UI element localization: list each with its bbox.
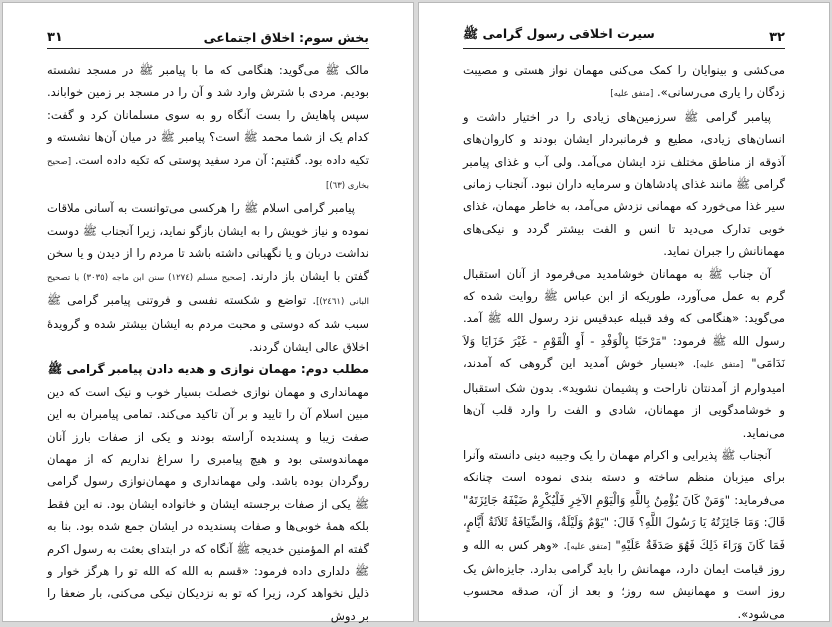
reference: [متفق علیه] <box>696 360 744 371</box>
paragraph: پیامبر گرامی ﷺ سرزمین‌های زیادی را در اختیار داشت و انسان‌های زیادی، مطیع و فرمانبردار ایشان بودند و کاروان‌های آذوقه از مناطق مختلف نزد ایشان می‌آمد. ولی آب و غذای پیامبر گرامی ﷺ مانند غذای پادشاهان و سرمایه داران نبود. آنجناب زمانی سیر غذا می‌خورد که مهمانی نزدش می‌آمد، به خاطر مهمان، غذای خوبی تدارک می‌دید تا انس و الفت بیشتر گردد و نیکی‌های مهمانانش را جبران نماید. <box>463 109 785 259</box>
paragraph: مالک ﷺ می‌گوید: هنگامی که ما با پیامبر ﷺ در مسجد نشسته بودیم. مردی با شترش وارد شد و آن را در مسجد بر زمین خواباند. سپس پاهایش را بست آنگاه رو به سوی مسلمانان کرد و گفت: کدام یک از شما محمد ﷺ است؟ پیامبر ﷺ در میان آن‌ها نشسته و تکیه داده بود. گفتیم: آن مرد سفید پوستی که تکیه داده است. [صحیح بخاری (٦٣)] <box>47 63 370 192</box>
right-page-header-title: سیرت اخلاقی رسول گرامی ﷺ <box>463 26 655 41</box>
left-page-number: ۳۱ <box>47 30 63 45</box>
paragraph: مهمانداری و مهمان نوازی خصلت بسیار خوب و نیک است که دین مبین اسلام آن را تایید و بر آن تاکید می‌کند. تمامی پیامبران به این صفت زیبا و پسندیده آراسته بودند و یکی از صفات بارز آنان مهماندوستی بود و هیچ پیامبری را سراغ نداریم که از مهمان روگردان بوده باشد. ولی مهمانداری و مهمان‌نوازی رسول گرامی ﷺ یکی از صفات برجسته ایشان و خانواده ایشان بود. نه این فقط بلکه همهٔ خوبی‌ها و صفات پسندیده در ایشان جمع شده بود. بنا به گفته ام المؤمنین خدیجه ﷺ آنگاه که در ابتدای بعثت به رسول اکرم ﷺ دلداری داده فرمود: «قسم به الله که الله تو را هرگز خوار و ذلیل نخواهد کرد، زیرا که تو به نزدیکان نیکی می‌کنی، بار ضعفا را بر دوش <box>47 384 369 623</box>
paragraph: آن جناب ﷺ به مهمانان خوشامدید می‌فرمود از آنان استقبال گرم به عمل می‌آورد، طوریکه از ابن عباس ﷺ روایت شده که می‌گوید: «هنگامی که وفد قبیله عبدقیس نزد رسول الله ﷺ آمد. رسول الله ﷺ فرمود: "مَرْحَبًا بِالْوَفْدِ - أَوِ الْقَوْمِ - غَيْرَ خَزَايَا وَلاَ نَدَامَى" [متفق علیه]. «بسیار خوش آمدید این گروهی که آمدند، امیدوارم از آمدنتان ناراحت و پشیمان نشوید». بدون شک استقبال و خوشامدگویی از مهمانان، شادی و الفت را وارد قلب آن‌ها می‌نماید. <box>463 266 785 440</box>
paragraph: آنجناب ﷺ پذیرایی و اکرام مهمان را یک وجیبه دینی دانسته وآنرا برای میزبان منظم ساخته و دسته بندی نموده است چنانکه می‌فرماید: "وَمَنْ كَانَ يُؤْمِنُ بِاللَّهِ وَالْيَوْمِ الآخِرِ فَلْيُكْرِمْ ضَيْفَهُ جَائِزَتَهُ" قَالَ: وَمَا جَائِزَتُهُ يَا رَسُولَ اللَّهِ؟ قَالَ: "يَوْمٌ وَلَيْلَةٌ، وَالضِّيَافَةُ ثَلاَثَةُ أَيَّامٍ، فَمَا كَانَ وَرَاءَ ذَلِكَ فَهُوَ صَدَقَةٌ عَلَيْهِ" [متفق علیه]. «وهر کس به الله و روز قیامت ایمان دارد، مهمانش را باید گرامی بدارد. جایزه‌اش یک روز است و مهمانیش سه روز؛ و بعد از آن، صدقه محسوب می‌شود». <box>463 447 786 621</box>
left-page <box>2 2 414 622</box>
reference: [صحیح مسلم (١٢٧٤) سنن ابن ماجه (٣٠٣٥) با تصحیح البانی (٢٤٦١)] <box>47 272 369 308</box>
section-heading: مطلب دوم: مهمان نوازی و هدیه دادن پیامبر گرامی ﷺ <box>47 362 369 377</box>
reference: [متفق علیه] <box>567 541 611 552</box>
right-page <box>418 2 830 622</box>
left-page-body <box>47 59 369 627</box>
left-page-header <box>47 27 369 49</box>
right-page-header <box>463 27 785 49</box>
paragraph: پیامبر گرامی اسلام ﷺ را هرکسی می‌توانست به آسانی ملاقات نموده و نیاز خویش را به ایشان بازگو نماید، زیرا آنجناب ﷺ دوست نداشت دربان و یا نگهبانی داشته باشد تا مردم را از دیدن و یا سخن گفتن با ایشان باز دارند. [صحیح مسلم (١٢٧٤) سنن ابن ماجه (٣٠٣٥) با تصحیح البانی (٢٤٦١)]. تواضع و شکسته نفسی و فروتنی پیامبر گرامی ﷺ سبب شد که دوستی و محبت مردم به ایشان بیشتر شده و گرویدهٔ اخلاق عالی ایشان گردند. <box>47 201 370 354</box>
reference: [متفق علیه] <box>610 89 654 100</box>
right-page-number: ۳۲ <box>769 30 785 45</box>
left-page-header-title: بخش سوم: اخلاق اجتماعی <box>203 30 369 45</box>
reference: [صحیح بخاری (٦٣)] <box>47 156 369 192</box>
right-page-body <box>463 59 785 625</box>
paragraph: می‌کشی و بینوایان را کمک می‌کنی مهمان نواز هستی و مصیبت زدگان را یاری می‌رسانی». [متفق علیه] <box>463 63 785 100</box>
